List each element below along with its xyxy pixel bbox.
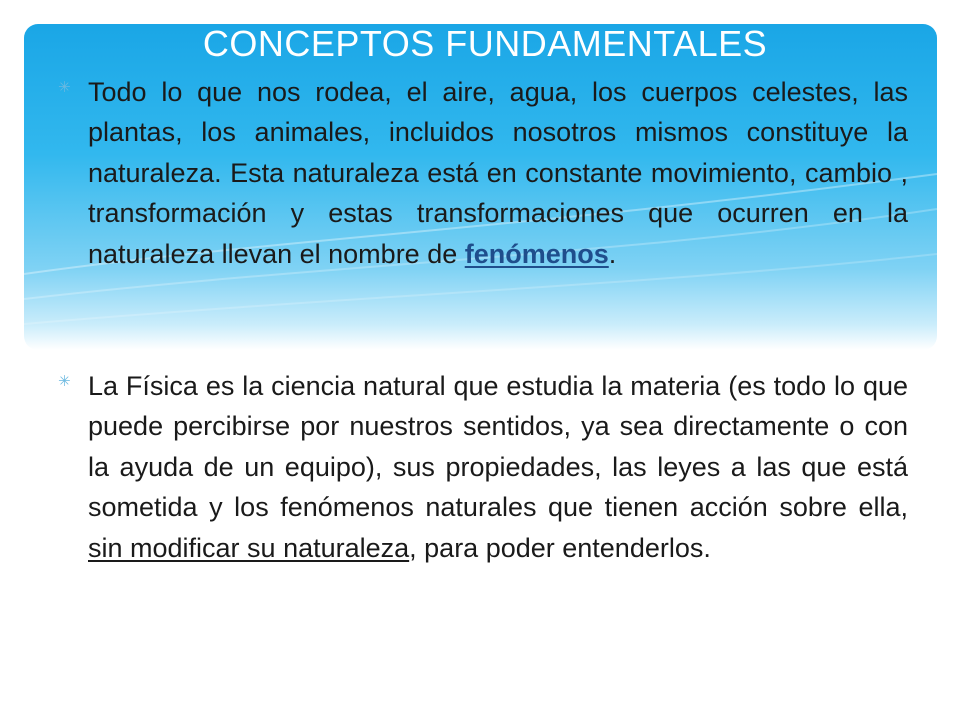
bullet-2-text: La Física es la ciencia natural que estudia la materia (es todo lo que puede percibirse por nuestros sentidos, ya sea directamente o con la ayuda de un equipo), sus propiedades, las leyes a las que está sometida y los fenómenos naturales que tienen acción sobre ella, — [88, 371, 908, 523]
asterisk-bullet-icon: ✳ — [58, 373, 71, 390]
bullet-1-text-end: . — [608, 238, 617, 269]
bullet-2-text-end: , para poder entenderlos. — [409, 532, 711, 563]
bullet-2-emphasis: sin modificar su naturaleza — [88, 532, 410, 563]
bullet-text-2 — [88, 366, 908, 568]
bullet-item-2 — [58, 366, 908, 568]
asterisk-bullet-icon: ✳ — [58, 79, 71, 96]
bullet-item-1 — [58, 72, 908, 274]
bullet-1-emphasis: fenómenos — [464, 238, 609, 269]
slide-title: CONCEPTOS FUNDAMENTALES — [202, 23, 768, 64]
bullet-text-1 — [88, 72, 908, 274]
bullet-1-text: Todo lo que nos rodea, el aire, agua, los cuerpos celestes, las plantas, los animales, incluidos nosotros mismos constituye la naturaleza. Esta naturaleza está en constante movimiento, cambio , transformación y estas transformaciones que ocurren en la naturaleza llevan el nombre de — [88, 77, 908, 269]
